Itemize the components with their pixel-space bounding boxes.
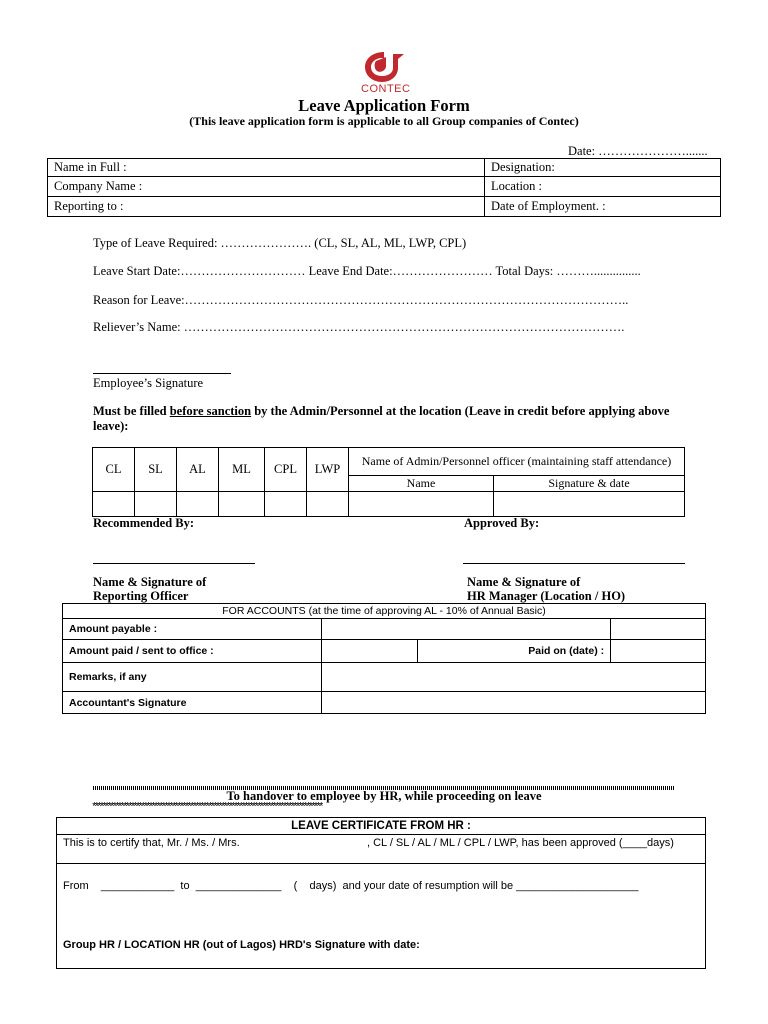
- logo-text: CONTEC: [361, 83, 411, 95]
- amount-paid-label: Amount paid / sent to office :: [63, 640, 322, 663]
- hr-sig-label-1: Name & Signature of: [467, 575, 581, 589]
- leave-credit-table: [92, 447, 685, 517]
- approved-by-label: Approved By:: [464, 516, 540, 530]
- reporting-field[interactable]: Reporting to :: [48, 197, 485, 217]
- paid-on-value[interactable]: [611, 640, 706, 663]
- leave-dates-field[interactable]: Leave Start Date:………………………… Leave End Date:…………………… Total Days: ………...............: [93, 264, 641, 278]
- date-field[interactable]: Date: ………………….......: [568, 144, 708, 158]
- from-to-line[interactable]: From ____________ to ______________ ( days) and your date of resumption will be ____________________: [63, 880, 639, 892]
- accounts-table: [62, 603, 706, 714]
- leave-certificate-box: [56, 817, 706, 969]
- handover-text: To handover to employee by HR, while proceeding on leave: [226, 789, 542, 803]
- reporting-officer-signature-line[interactable]: [93, 563, 255, 564]
- al-value-cell[interactable]: [177, 492, 219, 517]
- employee-signature-line[interactable]: [93, 373, 231, 374]
- form-subtitle: (This leave application form is applicable to all Group companies of Contec): [189, 114, 579, 128]
- paid-on-label: Paid on (date) :: [418, 640, 611, 663]
- amount-payable-extra[interactable]: [611, 619, 706, 640]
- hr-signature-label: Group HR / LOCATION HR (out of Lagos) HRD's Signature with date:: [63, 939, 420, 951]
- certify-text-left: This is to certify that, Mr. / Ms. / Mrs.: [63, 837, 240, 849]
- certify-text-right: , CL / SL / AL / ML / CPL / LWP, has been approved (____days): [367, 837, 674, 849]
- designation-field[interactable]: Designation:: [485, 159, 721, 177]
- remarks-value[interactable]: [321, 663, 705, 692]
- employee-signature-label: Employee’s Signature: [93, 376, 204, 390]
- reliever-field[interactable]: Reliever’s Name: …………………………………………………………………………………………….: [93, 320, 625, 334]
- accounts-header: FOR ACCOUNTS (at the time of approving AL - 10% of Annual Basic): [63, 604, 706, 619]
- cpl-value-cell[interactable]: [265, 492, 307, 517]
- reporting-sig-label-1: Name & Signature of: [93, 575, 207, 589]
- col-al: AL: [177, 448, 219, 492]
- reporting-sig-label-2: Reporting Officer: [93, 589, 189, 603]
- cl-value-cell[interactable]: [93, 492, 135, 517]
- officer-signature-cell[interactable]: [494, 492, 685, 517]
- officer-name-header: Name: [349, 476, 494, 492]
- accountant-signature-label: Accountant's Signature: [63, 692, 322, 714]
- hr-sig-label-2: HR Manager (Location / HO): [467, 589, 626, 603]
- ml-value-cell[interactable]: [219, 492, 265, 517]
- location-field[interactable]: Location :: [485, 177, 721, 197]
- certificate-title: LEAVE CERTIFICATE FROM HR :: [291, 820, 471, 832]
- doe-field[interactable]: Date of Employment. :: [485, 197, 721, 217]
- company-field[interactable]: Company Name :: [48, 177, 485, 197]
- hr-manager-signature-line[interactable]: [463, 563, 685, 564]
- amount-paid-value[interactable]: [321, 640, 418, 663]
- officer-name-cell[interactable]: [349, 492, 494, 517]
- lwp-value-cell[interactable]: [307, 492, 349, 517]
- officer-signature-header: Signature & date: [494, 476, 685, 492]
- form-title: Leave Application Form: [298, 96, 470, 115]
- amount-payable-label: Amount payable :: [63, 619, 322, 640]
- contec-logo-icon: [360, 49, 410, 85]
- col-cl: CL: [93, 448, 135, 492]
- officer-header: Name of Admin/Personnel officer (maintaining staff attendance): [349, 448, 685, 476]
- col-ml: ML: [219, 448, 265, 492]
- col-lwp: LWP: [307, 448, 349, 492]
- amount-payable-value[interactable]: [321, 619, 611, 640]
- admin-note: Must be filled before sanction by the Admin/Personnel at the location (Leave in credit before applying above leave):: [93, 404, 670, 433]
- sl-value-cell[interactable]: [135, 492, 177, 517]
- recommended-by-label: Recommended By:: [93, 516, 195, 530]
- remarks-label: Remarks, if any: [63, 663, 322, 692]
- handover-stars: *****************************************************************************************: [91, 802, 321, 814]
- contec-logo: [360, 49, 410, 97]
- accountant-signature-value[interactable]: [321, 692, 705, 714]
- reason-field[interactable]: Reason for Leave:……………………………………………………………………………………………..: [93, 293, 629, 307]
- col-cpl: CPL: [265, 448, 307, 492]
- employee-info-table: [47, 158, 721, 217]
- name-field[interactable]: Name in Full :: [48, 159, 485, 177]
- col-sl: SL: [135, 448, 177, 492]
- leave-type-field[interactable]: Type of Leave Required: …………………. (CL, SL, AL, ML, LWP, CPL): [93, 236, 467, 250]
